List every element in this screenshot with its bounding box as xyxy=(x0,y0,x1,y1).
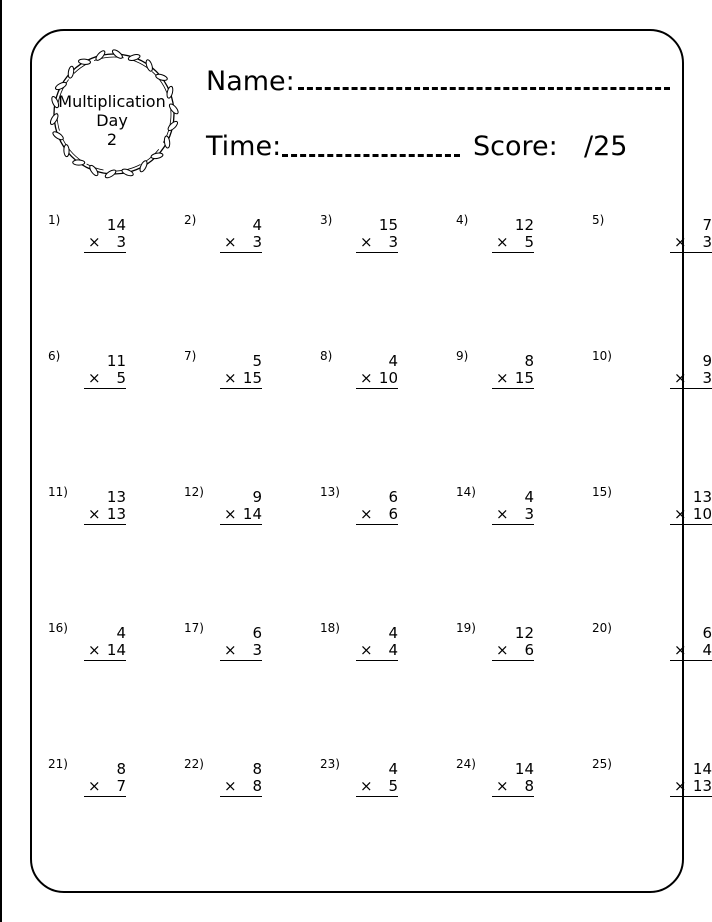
multiply-sign: × xyxy=(674,777,687,795)
leaf-icon xyxy=(151,152,164,159)
multiply-sign: × xyxy=(674,641,687,659)
problem-item xyxy=(456,757,534,817)
multiplier: 5 xyxy=(524,233,534,251)
multiplicand: 4 xyxy=(388,624,398,642)
multiply-sign: × xyxy=(88,777,101,795)
problem-number: 14) xyxy=(456,485,476,499)
multiplier: 3 xyxy=(524,505,534,523)
problem-item xyxy=(48,485,126,545)
multiply-sign: × xyxy=(88,505,101,523)
multiplier-row xyxy=(492,369,534,389)
multiply-sign: × xyxy=(674,369,687,387)
leaf-icon xyxy=(111,48,124,60)
name-field[interactable] xyxy=(298,87,670,90)
problem-number: 19) xyxy=(456,621,476,635)
multiplier: 4 xyxy=(388,641,398,659)
multiplier-row xyxy=(356,369,398,389)
multiply-sign: × xyxy=(674,505,687,523)
multiplicand: 11 xyxy=(106,352,126,370)
multiply-sign: × xyxy=(88,641,101,659)
problem-number: 10) xyxy=(592,349,612,363)
multiplicand: 8 xyxy=(116,760,126,778)
multiplicand: 15 xyxy=(378,216,398,234)
time-label: Time: xyxy=(206,131,282,162)
multiplier-row xyxy=(356,505,398,525)
time-field[interactable] xyxy=(282,154,460,157)
multiplier: 4 xyxy=(702,641,712,659)
problem-item xyxy=(48,621,126,681)
multiply-sign: × xyxy=(88,233,101,251)
problem-number: 7) xyxy=(184,349,197,363)
leaf-icon xyxy=(104,169,117,180)
problem-item xyxy=(320,213,398,273)
multiplicand: 4 xyxy=(116,624,126,642)
score-total: /25 xyxy=(584,131,628,162)
multiplier: 3 xyxy=(702,369,712,387)
multiply-sign: × xyxy=(496,505,509,523)
name-label: Name: xyxy=(206,66,295,97)
multiplier-row xyxy=(220,233,262,253)
multiplicand: 4 xyxy=(524,488,534,506)
multiplier-row xyxy=(492,505,534,525)
multiplier: 3 xyxy=(388,233,398,251)
problem-item xyxy=(592,213,712,273)
multiplier: 6 xyxy=(524,641,534,659)
multiplicand: 9 xyxy=(252,488,262,506)
problem-item xyxy=(48,213,126,273)
multiplier-row xyxy=(670,233,712,253)
multiplier-row xyxy=(84,505,126,525)
multiplier-row xyxy=(356,233,398,253)
title-line-3: 2 xyxy=(106,130,118,149)
multiplier: 3 xyxy=(116,233,126,251)
leaf-icon xyxy=(94,49,106,61)
problem-number: 8) xyxy=(320,349,333,363)
multiplier: 5 xyxy=(388,777,398,795)
page-edge-line xyxy=(0,0,2,922)
multiplier-row xyxy=(220,505,262,525)
multiplier: 8 xyxy=(252,777,262,795)
worksheet-title xyxy=(50,92,174,149)
multiplicand: 9 xyxy=(702,352,712,370)
multiplier-row xyxy=(84,777,126,797)
multiplier-row xyxy=(492,233,534,253)
problem-number: 21) xyxy=(48,757,68,771)
problem-number: 13) xyxy=(320,485,340,499)
multiplicand: 12 xyxy=(514,216,534,234)
leaf-icon xyxy=(88,164,99,177)
multiplier: 6 xyxy=(388,505,398,523)
multiplier-row xyxy=(356,641,398,661)
problem-number: 3) xyxy=(320,213,333,227)
multiplier-row xyxy=(220,777,262,797)
problem-item xyxy=(592,621,712,681)
multiplier: 13 xyxy=(692,777,712,795)
problem-item xyxy=(320,349,398,409)
multiplier: 15 xyxy=(514,369,534,387)
problem-item xyxy=(184,621,262,681)
problem-number: 16) xyxy=(48,621,68,635)
score-label: Score: xyxy=(473,131,558,162)
multiplier-row xyxy=(84,233,126,253)
multiplier: 10 xyxy=(378,369,398,387)
multiply-sign: × xyxy=(360,641,373,659)
problem-item xyxy=(320,485,398,545)
multiplicand: 13 xyxy=(692,488,712,506)
multiplier-row xyxy=(356,777,398,797)
problem-number: 18) xyxy=(320,621,340,635)
multiplicand: 13 xyxy=(106,488,126,506)
problem-number: 9) xyxy=(456,349,469,363)
multiplier-row xyxy=(492,777,534,797)
multiplier: 14 xyxy=(106,641,126,659)
multiplicand: 14 xyxy=(514,760,534,778)
multiplier: 15 xyxy=(242,369,262,387)
problem-number: 17) xyxy=(184,621,204,635)
problem-item xyxy=(456,349,534,409)
problem-item xyxy=(592,485,712,545)
problem-item xyxy=(48,349,126,409)
multiplier-row xyxy=(670,641,712,661)
multiplicand: 14 xyxy=(106,216,126,234)
multiply-sign: × xyxy=(360,369,373,387)
multiply-sign: × xyxy=(496,641,509,659)
multiply-sign: × xyxy=(496,777,509,795)
problem-item xyxy=(48,757,126,817)
multiply-sign: × xyxy=(224,505,237,523)
problem-item xyxy=(592,349,712,409)
leaf-icon xyxy=(139,160,149,173)
problem-item xyxy=(184,349,262,409)
multiply-sign: × xyxy=(360,233,373,251)
multiplier-row xyxy=(84,369,126,389)
multiplicand: 4 xyxy=(388,760,398,778)
multiplier: 5 xyxy=(116,369,126,387)
multiplicand: 8 xyxy=(252,760,262,778)
multiply-sign: × xyxy=(360,777,373,795)
multiplier: 13 xyxy=(106,505,126,523)
multiplicand: 4 xyxy=(252,216,262,234)
multiplier: 10 xyxy=(692,505,712,523)
problem-number: 5) xyxy=(592,213,605,227)
problem-number: 23) xyxy=(320,757,340,771)
leaf-icon xyxy=(73,160,85,165)
problem-number: 4) xyxy=(456,213,469,227)
multiplicand: 5 xyxy=(252,352,262,370)
multiply-sign: × xyxy=(224,641,237,659)
multiply-sign: × xyxy=(674,233,687,251)
multiply-sign: × xyxy=(88,369,101,387)
problem-item xyxy=(456,485,534,545)
problem-item xyxy=(456,621,534,681)
problem-item xyxy=(184,485,262,545)
multiplier-row xyxy=(220,641,262,661)
leaf-icon xyxy=(121,168,134,177)
problem-number: 1) xyxy=(48,213,61,227)
multiplicand: 6 xyxy=(702,624,712,642)
problem-number: 6) xyxy=(48,349,61,363)
multiplicand: 7 xyxy=(702,216,712,234)
multiplier: 3 xyxy=(252,641,262,659)
multiplier-row xyxy=(670,505,712,525)
problem-number: 15) xyxy=(592,485,612,499)
multiplier: 14 xyxy=(242,505,262,523)
multiplier: 3 xyxy=(702,233,712,251)
problem-number: 25) xyxy=(592,757,612,771)
multiply-sign: × xyxy=(496,369,509,387)
problem-item xyxy=(184,757,262,817)
multiplier: 8 xyxy=(524,777,534,795)
problem-number: 12) xyxy=(184,485,204,499)
problem-number: 11) xyxy=(48,485,68,499)
multiplicand: 12 xyxy=(514,624,534,642)
leaf-icon xyxy=(145,59,154,72)
problem-number: 2) xyxy=(184,213,197,227)
multiplier-row xyxy=(670,777,712,797)
leaf-icon xyxy=(155,73,168,82)
multiplier: 7 xyxy=(116,777,126,795)
multiply-sign: × xyxy=(496,233,509,251)
title-line-2: Day xyxy=(96,111,128,130)
multiply-sign: × xyxy=(224,233,237,251)
multiplicand: 8 xyxy=(524,352,534,370)
multiplicand: 14 xyxy=(692,760,712,778)
leaf-icon xyxy=(128,53,141,61)
problem-number: 24) xyxy=(456,757,476,771)
multiply-sign: × xyxy=(360,505,373,523)
problem-number: 20) xyxy=(592,621,612,635)
multiply-sign: × xyxy=(224,777,237,795)
multiplicand: 6 xyxy=(252,624,262,642)
multiplier-row xyxy=(492,641,534,661)
multiplier-row xyxy=(220,369,262,389)
problem-item xyxy=(320,621,398,681)
multiplier: 3 xyxy=(252,233,262,251)
problem-item xyxy=(592,757,712,817)
leaf-icon xyxy=(54,81,67,91)
multiply-sign: × xyxy=(224,369,237,387)
problem-number: 22) xyxy=(184,757,204,771)
problem-item xyxy=(320,757,398,817)
leaf-icon xyxy=(67,66,74,79)
multiplicand: 4 xyxy=(388,352,398,370)
title-badge xyxy=(42,42,192,192)
multiplicand: 6 xyxy=(388,488,398,506)
problem-item xyxy=(456,213,534,273)
multiplier-row xyxy=(84,641,126,661)
problem-item xyxy=(184,213,262,273)
title-line-1: Multiplication xyxy=(58,92,166,111)
multiplier-row xyxy=(670,369,712,389)
